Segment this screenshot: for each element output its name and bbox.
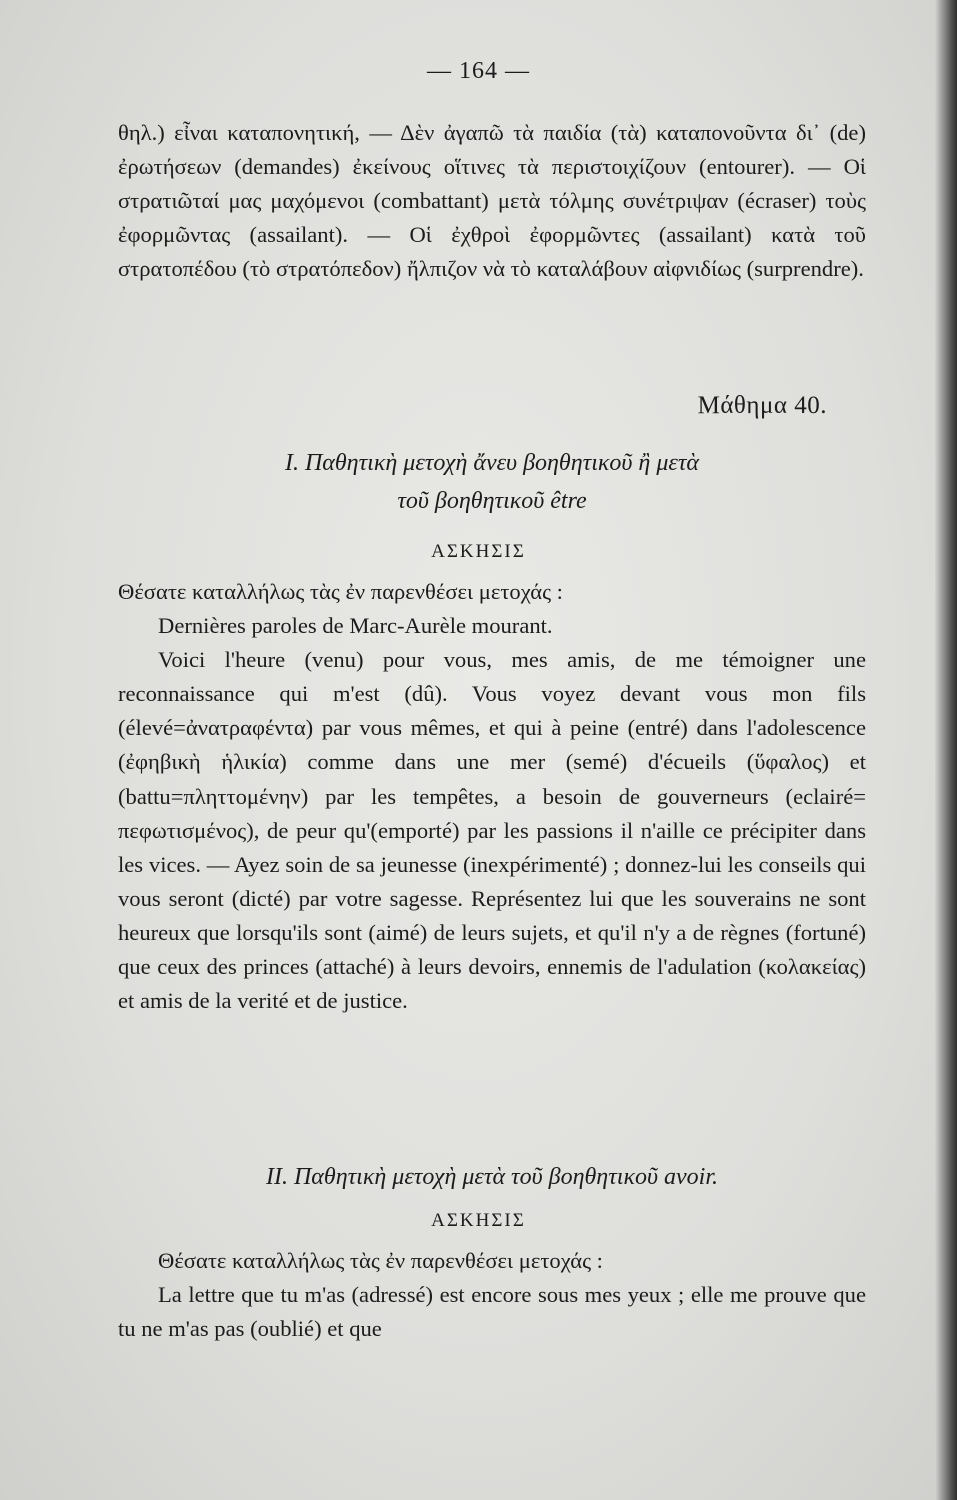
section1-subtitle: Dernières paroles de Marc-Aurèle mourant.	[158, 613, 553, 639]
page-number: — 164 —	[427, 58, 530, 84]
section1-text-block	[118, 575, 866, 1018]
section2-instruction: Θέσατε καταλλήλως τὰς ἐν παρενθέσει μετοχάς :	[158, 1248, 603, 1273]
top-paragraph-block	[118, 116, 866, 286]
section1-instruction: Θέσατε καταλλήλως τὰς ἐν παρενθέσει μετοχάς :	[118, 579, 563, 604]
section2-text-block	[118, 1244, 866, 1346]
section2-heading: II. Παθητικὴ μετοχὴ μετὰ τοῦ βοηθητικοῦ avoir.	[265, 1164, 718, 1190]
section1-heading-line1: I. Παθητικὴ μετοχὴ ἄνευ βοηθητικοῦ ἢ μετὰ	[284, 450, 700, 476]
lesson-title: Μάθημα 40.	[697, 392, 827, 419]
section1-exercise-label: ΑΣΚΗΣΙΣ	[431, 541, 526, 562]
section2-exercise-label: ΑΣΚΗΣΙΣ	[431, 1210, 526, 1231]
section1-heading-line2: τοῦ βοηθητικοῦ être	[397, 488, 587, 514]
section1-body: Voici l'heure (venu) pour vous, mes amis, de me témoigner une reconnaissance qui m'est (dû). Vous voyez devant vous mon fils (élevé=ἀνατραφέντα) par vous mêmes, et qui à peine (entré) dans l'adolescence (ἐφηβικὴ ἡλικία) comme dans une mer (semé) d'écueils (ὕφαλος) et (battu=πληττομένην) par les tempêtes, a besoin de gouverneurs (eclairé= πεφωτισμένος), de peur qu'(emporté) par les passions il n'aille ce précipiter dans les vices. — Ayez soin de sa jeunesse (inexpérimenté) ; donnez-lui les conseils qui vous seront (dicté) par votre sagesse. Représentez lui que les souverains ne sont heureux que lorsqu'ils sont (aimé) de leurs sujets, et qu'il n'y a de règnes (fortuné) que ceux des princes (attaché) à leurs devoirs, ennemis de l'adulation (κολακείας) et amis de la verité et de justice.	[118, 647, 866, 1014]
section1-heading	[118, 444, 866, 520]
section2-body: La lettre que tu m'as (adressé) est encore sous mes yeux ; elle me prouve que tu ne m'as pas (oublié) et que	[118, 1282, 866, 1342]
top-paragraph: θηλ.) εἶναι καταπονητική, — Δὲν ἀγαπῶ τὰ παιδία (τὰ) καταπονοῦντα δι᾽ (de) ἐρωτήσεων (demandes) ἐκείνους οἵτινες τὰ περιστοιχίζουν (entourer). — Οἱ στρατιῶταί μας μαχόμενοι (combattant) μετὰ τόλμης συνέτριψαν (écraser) τοὺς ἐφορμῶντας (assailant). — Οἱ ἐχθροὶ ἐφορμῶντες (assailant) κατὰ τοῦ στρατοπέδου (τὸ στρατόπεδον) ἤλπιζον νὰ τὸ καταλάβουν αἰφνιδίως (surprendre).	[118, 120, 866, 282]
book-spine-shadow	[935, 0, 957, 1500]
